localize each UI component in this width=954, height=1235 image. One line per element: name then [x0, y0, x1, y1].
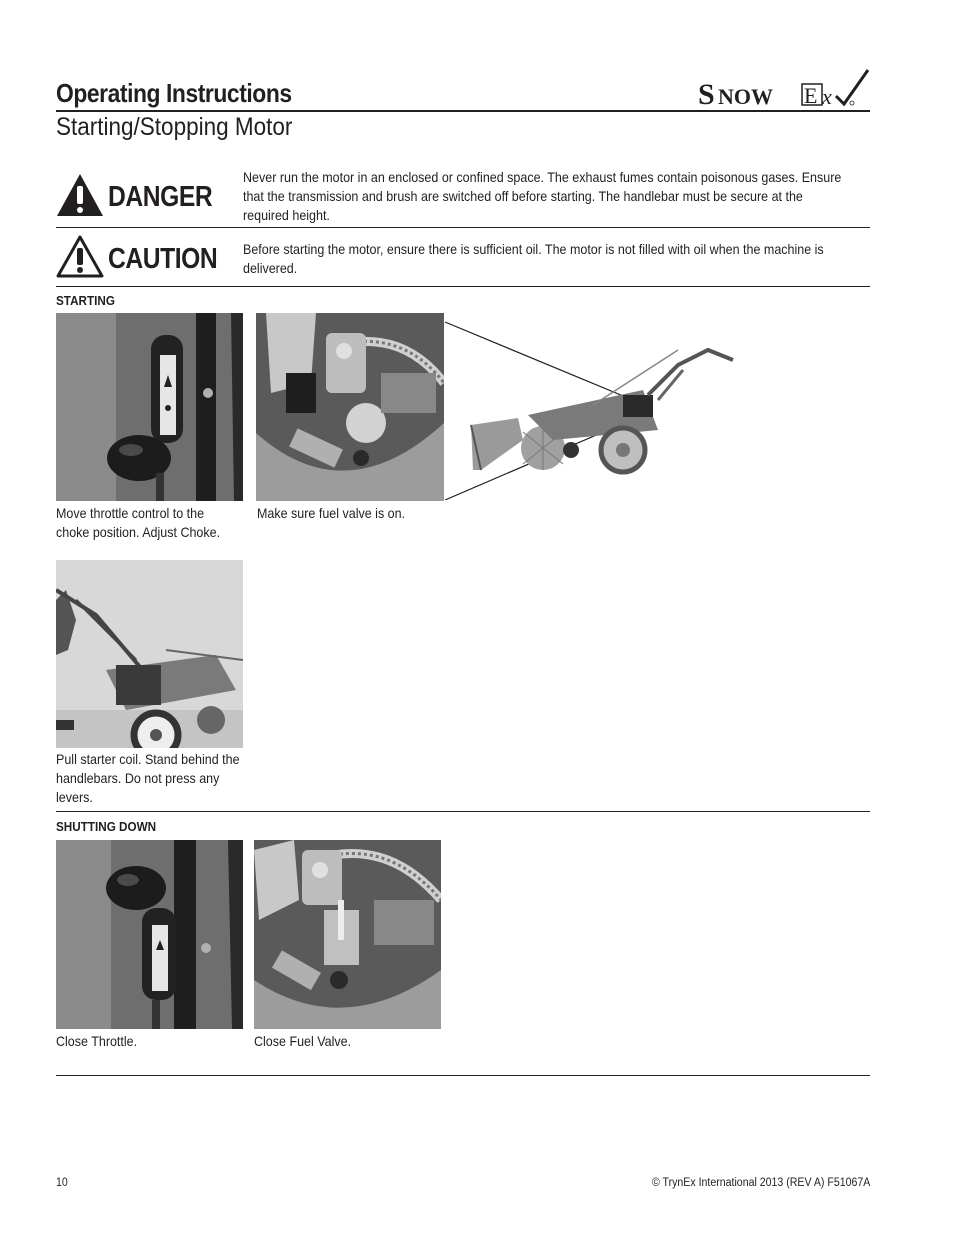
- page-number: 10: [56, 1177, 68, 1189]
- close-fuel-valve-photo: [254, 840, 441, 1029]
- danger-label: DANGER: [108, 181, 213, 213]
- caution-rule: [56, 286, 870, 287]
- caution-warning-icon: [56, 234, 104, 278]
- caption-throttle-choke: Move throttle control to the choke position. Adjust Choke.: [56, 506, 221, 540]
- caution-label: CAUTION: [108, 243, 218, 275]
- machine-overview-illustration: [443, 320, 743, 500]
- svg-text:E: E: [804, 83, 818, 108]
- starting-heading: STARTING: [56, 293, 115, 308]
- starting-rule: [56, 811, 870, 812]
- pull-starter-photo: [56, 560, 243, 748]
- copyright-notice: © TrynEx International 2013 (REV A) F51067A: [651, 1177, 870, 1189]
- shutting-down-heading: SHUTTING DOWN: [56, 819, 157, 834]
- caption-close-throttle: Close Throttle.: [56, 1034, 138, 1049]
- page-title: Operating Instructions: [56, 78, 292, 108]
- close-throttle-photo: [56, 840, 243, 1029]
- danger-text: Never run the motor in an enclosed or confined space. The exhaust fumes contain poisonous gases. Ensure that the transmission and brush are switched off before starting. The handlebar must be secure at the required height.: [243, 170, 842, 223]
- svg-text:NOW: NOW: [718, 84, 773, 109]
- caption-close-fuel-valve: Close Fuel Valve.: [254, 1034, 352, 1049]
- page-subtitle: Starting/Stopping Motor: [56, 113, 293, 141]
- shutting-down-rule: [56, 1075, 870, 1076]
- danger-warning-icon: [56, 173, 104, 217]
- fuel-valve-on-photo: [256, 313, 444, 501]
- caption-pull-starter: Pull starter coil. Stand behind the handlebars. Do not press any levers.: [56, 752, 240, 805]
- svg-text:x: x: [822, 84, 832, 109]
- throttle-choke-photo: [56, 313, 243, 501]
- snowex-logo: [696, 66, 872, 110]
- svg-text:S: S: [698, 78, 715, 110]
- danger-rule: [56, 227, 870, 228]
- header-rule: [56, 110, 870, 112]
- caption-fuel-valve-on: Make sure fuel valve is on.: [257, 506, 406, 521]
- caution-text: Before starting the motor, ensure there is sufficient oil. The motor is not filled with oil when the machine is delivered.: [243, 242, 824, 276]
